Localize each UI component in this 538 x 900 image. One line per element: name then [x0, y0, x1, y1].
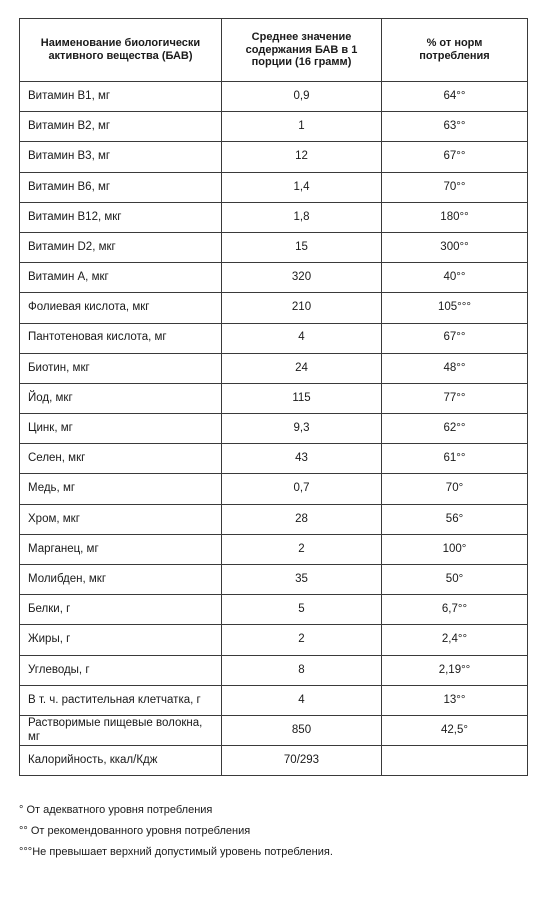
- cell-percent-norm: 50°: [382, 565, 528, 595]
- cell-percent-norm: 100°: [382, 534, 528, 564]
- cell-percent-norm: 300°°: [382, 232, 528, 262]
- cell-percent-norm: 13°°: [382, 685, 528, 715]
- cell-average-value: 850: [222, 715, 382, 745]
- cell-average-value: 9,3: [222, 414, 382, 444]
- cell-percent-norm: 70°: [382, 474, 528, 504]
- table-row: [20, 172, 528, 202]
- table-row: [20, 142, 528, 172]
- cell-substance-name: Белки, г: [20, 595, 222, 625]
- cell-percent-norm: 105°°°: [382, 293, 528, 323]
- cell-substance-name: Йод, мкг: [20, 383, 222, 413]
- cell-average-value: 35: [222, 565, 382, 595]
- cell-percent-norm: 42,5°: [382, 715, 528, 745]
- table-row: [20, 655, 528, 685]
- cell-average-value: 1,4: [222, 172, 382, 202]
- cell-average-value: 28: [222, 504, 382, 534]
- cell-substance-name: Витамин В1, мг: [20, 82, 222, 112]
- cell-average-value: 4: [222, 685, 382, 715]
- cell-average-value: 210: [222, 293, 382, 323]
- cell-percent-norm: 40°°: [382, 263, 528, 293]
- cell-substance-name: Цинк, мг: [20, 414, 222, 444]
- cell-average-value: 15: [222, 232, 382, 262]
- cell-percent-norm: 62°°: [382, 414, 528, 444]
- cell-percent-norm: 2,4°°: [382, 625, 528, 655]
- table-row: [20, 263, 528, 293]
- cell-substance-name: В т. ч. растительная клетчатка, г: [20, 685, 222, 715]
- table-row: [20, 746, 528, 776]
- cell-substance-name: Витамин В3, мг: [20, 142, 222, 172]
- cell-percent-norm: 77°°: [382, 383, 528, 413]
- table-row: [20, 474, 528, 504]
- table-row: [20, 595, 528, 625]
- cell-substance-name: Биотин, мкг: [20, 353, 222, 383]
- cell-percent-norm: 63°°: [382, 112, 528, 142]
- cell-average-value: 5: [222, 595, 382, 625]
- cell-percent-norm: [382, 746, 528, 776]
- table-row: [20, 82, 528, 112]
- nutrition-table-container: [19, 18, 527, 776]
- cell-substance-name: Хром, мкг: [20, 504, 222, 534]
- cell-average-value: 115: [222, 383, 382, 413]
- table-row: [20, 202, 528, 232]
- cell-average-value: 4: [222, 323, 382, 353]
- footnote-upper-limit: °°°Не превышает верхний допустимый уровень потребления.: [19, 846, 333, 858]
- cell-percent-norm: 2,19°°: [382, 655, 528, 685]
- cell-percent-norm: 67°°: [382, 323, 528, 353]
- table-row: [20, 565, 528, 595]
- table-row: [20, 353, 528, 383]
- cell-substance-name: Витамин D2, мкг: [20, 232, 222, 262]
- cell-substance-name: Пантотеновая кислота, мг: [20, 323, 222, 353]
- header-percent-norm: % от норм потребления: [382, 19, 528, 82]
- table-row: [20, 685, 528, 715]
- cell-average-value: 0,9: [222, 82, 382, 112]
- cell-substance-name: Медь, мг: [20, 474, 222, 504]
- cell-percent-norm: 61°°: [382, 444, 528, 474]
- cell-average-value: 12: [222, 142, 382, 172]
- cell-average-value: 2: [222, 625, 382, 655]
- cell-substance-name: Растворимые пищевые волокна, мг: [20, 715, 222, 745]
- cell-substance-name: Селен, мкг: [20, 444, 222, 474]
- cell-substance-name: Молибден, мкг: [20, 565, 222, 595]
- header-average-value: Среднее значение содержания БАВ в 1 порции (16 грамм): [222, 19, 382, 82]
- table-row: [20, 293, 528, 323]
- nutrition-table: [19, 18, 528, 776]
- cell-substance-name: Углеводы, г: [20, 655, 222, 685]
- cell-average-value: 0,7: [222, 474, 382, 504]
- cell-average-value: 320: [222, 263, 382, 293]
- cell-substance-name: Витамин В12, мкг: [20, 202, 222, 232]
- footnote-adequate: ° От адекватного уровня потребления: [19, 804, 213, 816]
- cell-substance-name: Марганец, мг: [20, 534, 222, 564]
- footnote-recommended: °° От рекомендованного уровня потребления: [19, 825, 251, 837]
- cell-percent-norm: 180°°: [382, 202, 528, 232]
- cell-substance-name: Калорийность, ккал/Кдж: [20, 746, 222, 776]
- table-row: [20, 323, 528, 353]
- cell-percent-norm: 67°°: [382, 142, 528, 172]
- table-body: [20, 82, 528, 776]
- table-row: [20, 444, 528, 474]
- table-row: [20, 625, 528, 655]
- table-row: [20, 715, 528, 745]
- table-row: [20, 383, 528, 413]
- cell-average-value: 24: [222, 353, 382, 383]
- cell-average-value: 43: [222, 444, 382, 474]
- cell-substance-name: Жиры, г: [20, 625, 222, 655]
- cell-average-value: 1,8: [222, 202, 382, 232]
- cell-substance-name: Фолиевая кислота, мкг: [20, 293, 222, 323]
- cell-average-value: 1: [222, 112, 382, 142]
- cell-substance-name: Витамин В6, мг: [20, 172, 222, 202]
- table-row: [20, 232, 528, 262]
- cell-average-value: 8: [222, 655, 382, 685]
- cell-percent-norm: 64°°: [382, 82, 528, 112]
- footnotes: [19, 800, 527, 863]
- header-substance-name: Наименование биологически активного вещества (БАВ): [20, 19, 222, 82]
- cell-percent-norm: 48°°: [382, 353, 528, 383]
- table-row: [20, 112, 528, 142]
- table-header-row: [20, 19, 528, 82]
- table-row: [20, 534, 528, 564]
- cell-percent-norm: 6,7°°: [382, 595, 528, 625]
- cell-substance-name: Витамин В2, мг: [20, 112, 222, 142]
- cell-substance-name: Витамин А, мкг: [20, 263, 222, 293]
- cell-average-value: 2: [222, 534, 382, 564]
- table-row: [20, 504, 528, 534]
- cell-percent-norm: 70°°: [382, 172, 528, 202]
- table-row: [20, 414, 528, 444]
- cell-average-value: 70/293: [222, 746, 382, 776]
- cell-percent-norm: 56°: [382, 504, 528, 534]
